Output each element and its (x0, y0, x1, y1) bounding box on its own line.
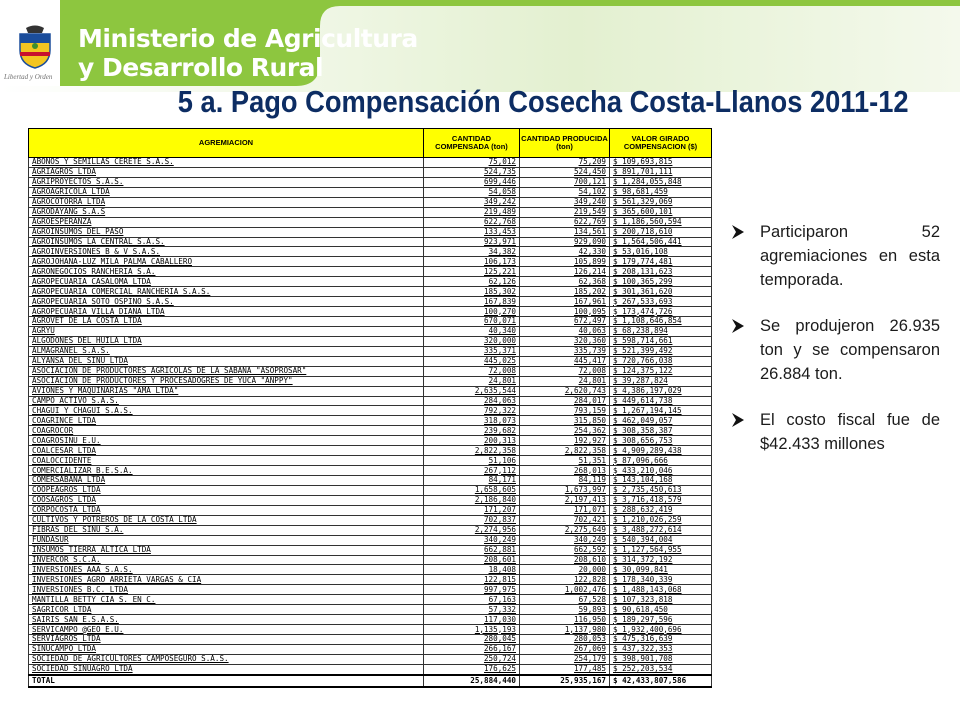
cell-valor-girado: $ 30,099,841 (610, 565, 712, 575)
cell-cantidad-producida: 100,095 (520, 307, 610, 317)
table-row (29, 466, 712, 476)
cell-cantidad-producida: 59,893 (520, 605, 610, 615)
table-row (29, 287, 712, 297)
arrow-bullet-icon (730, 223, 746, 241)
cell-agremiacion: SERVIAGROS LTDA (29, 635, 424, 645)
cell-cantidad-producida: 315,850 (520, 416, 610, 426)
cell-agremiacion: SINUCAMPO LTDA (29, 644, 424, 654)
cell-agremiacion: AGRODAYANG S.A.S (29, 207, 424, 217)
cell-valor-girado: $ 3,716,418,579 (610, 495, 712, 505)
cell-valor-girado: $ 2,735,450,613 (610, 485, 712, 495)
cell-valor-girado: $ 301,361,620 (610, 287, 712, 297)
cell-agremiacion: AGRIPROYECTOS S.A.S. (29, 177, 424, 187)
cell-cantidad-compensada: 792,322 (424, 406, 520, 416)
cell-cantidad-producida: 929,090 (520, 237, 610, 247)
cell-cantidad-producida: 167,961 (520, 297, 610, 307)
cell-cantidad-compensada: 122,815 (424, 575, 520, 585)
cell-cantidad-compensada: 75,012 (424, 158, 520, 168)
table-row (29, 635, 712, 645)
cell-valor-girado: $ 720,766,038 (610, 356, 712, 366)
cell-cantidad-producida: 62,368 (520, 277, 610, 287)
cell-cantidad-producida: 219,549 (520, 207, 610, 217)
cell-valor-girado: $ 1,210,026,259 (610, 515, 712, 525)
cell-agremiacion: AGROPECUARIA SOTO OSPINO S.A.S. (29, 297, 424, 307)
cell-valor-girado: $ 173,474,726 (610, 307, 712, 317)
motto-text: Libertad y Orden (4, 73, 53, 81)
cell-cantidad-producida: 349,240 (520, 197, 610, 207)
cell-agremiacion: SAGRICOR LTDA (29, 605, 424, 615)
table-row (29, 644, 712, 654)
cell-cantidad-compensada: 2,274,956 (424, 525, 520, 535)
cell-agremiacion: AGROPECUARIA CASALOMA LTDA (29, 277, 424, 287)
cell-cantidad-producida: 177,485 (520, 664, 610, 674)
cell-cantidad-producida: 445,417 (520, 356, 610, 366)
cell-valor-girado: $ 288,632,419 (610, 505, 712, 515)
cell-cantidad-compensada: 318,073 (424, 416, 520, 426)
table-row (29, 436, 712, 446)
cell-valor-girado: $ 1,127,564,955 (610, 545, 712, 555)
cell-valor-girado: $ 308,656,753 (610, 436, 712, 446)
cell-valor-girado: $ 308,358,387 (610, 426, 712, 436)
cell-cantidad-compensada: 1,658,605 (424, 485, 520, 495)
total-cell-cantidad-compensada: 25,884,440 (424, 675, 520, 687)
cell-valor-girado: $ 561,329,069 (610, 197, 712, 207)
cell-valor-girado: $ 107,323,818 (610, 595, 712, 605)
cell-cantidad-compensada: 171,207 (424, 505, 520, 515)
cell-agremiacion: AGROESPERANZA (29, 217, 424, 227)
compensation-table-container (28, 128, 711, 686)
cell-valor-girado: $ 598,714,661 (610, 336, 712, 346)
cell-cantidad-producida: 51,351 (520, 456, 610, 466)
table-row (29, 615, 712, 625)
cell-agremiacion: AGROPECUARIA VILLA DIANA LTDA (29, 307, 424, 317)
table-row (29, 158, 712, 168)
cell-cantidad-producida: 20,000 (520, 565, 610, 575)
header-banner (0, 0, 960, 92)
table-row (29, 336, 712, 346)
table-row (29, 605, 712, 615)
cell-agremiacion: INSUMOS TIERRA ALTICA LTDA (29, 545, 424, 555)
cell-cantidad-compensada: 280,045 (424, 635, 520, 645)
cell-agremiacion: AGROINSUMOS DEL PASO (29, 227, 424, 237)
cell-cantidad-producida: 84,119 (520, 476, 610, 486)
table-row (29, 565, 712, 575)
cell-valor-girado: $ 1,267,194,145 (610, 406, 712, 416)
table-row (29, 476, 712, 486)
cell-cantidad-compensada: 167,839 (424, 297, 520, 307)
table-row (29, 237, 712, 247)
cell-valor-girado: $ 437,322,353 (610, 644, 712, 654)
cell-valor-girado: $ 109,693,815 (610, 158, 712, 168)
cell-cantidad-compensada: 662,881 (424, 545, 520, 555)
table-row (29, 654, 712, 664)
cell-cantidad-compensada: 267,112 (424, 466, 520, 476)
cell-cantidad-producida: 1,673,997 (520, 485, 610, 495)
cell-cantidad-compensada: 200,313 (424, 436, 520, 446)
cell-agremiacion: AGROPECUARIA COMERCIAL RANCHERIA S.A.S. (29, 287, 424, 297)
cell-valor-girado: $ 398,901,708 (610, 654, 712, 664)
column-header-agremiacion: AGREMIACION (29, 129, 424, 158)
cell-valor-girado: $ 3,488,272,614 (610, 525, 712, 535)
column-header-cantidad-producida: CANTIDAD PRODUCIDA (ton) (520, 129, 610, 158)
table-row (29, 595, 712, 605)
cell-cantidad-compensada: 133,453 (424, 227, 520, 237)
cell-valor-girado: $ 1,488,143,068 (610, 585, 712, 595)
table-row (29, 177, 712, 187)
cell-valor-girado: $ 39,287,824 (610, 376, 712, 386)
cell-cantidad-producida: 700,121 (520, 177, 610, 187)
cell-valor-girado: $ 124,375,122 (610, 366, 712, 376)
cell-cantidad-producida: 2,197,413 (520, 495, 610, 505)
bullet-text-production: Se produjeron 26.935 ton y se compensaron 26.884 ton. (760, 317, 940, 383)
cell-cantidad-compensada: 284,063 (424, 396, 520, 406)
cell-valor-girado: $ 90,618,450 (610, 605, 712, 615)
cell-cantidad-producida: 524,450 (520, 167, 610, 177)
cell-valor-girado: $ 540,394,004 (610, 535, 712, 545)
cell-cantidad-producida: 793,159 (520, 406, 610, 416)
total-cell-valor-girado: $ 42,433,807,586 (610, 675, 712, 687)
cell-agremiacion: AGROINSUMOS LA CENTRAL S.A.S. (29, 237, 424, 247)
bullet-item (728, 408, 940, 456)
cell-agremiacion: COOSAGROS LTDA (29, 495, 424, 505)
cell-cantidad-producida: 75,209 (520, 158, 610, 168)
cell-cantidad-compensada: 2,186,840 (424, 495, 520, 505)
cell-agremiacion: AGRIAGROS LTDA (29, 167, 424, 177)
cell-cantidad-compensada: 125,221 (424, 267, 520, 277)
cell-cantidad-producida: 126,214 (520, 267, 610, 277)
cell-cantidad-compensada: 117,030 (424, 615, 520, 625)
cell-agremiacion: AGROINVERSIONES B & V S.A.S. (29, 247, 424, 257)
cell-cantidad-compensada: 176,625 (424, 664, 520, 674)
cell-cantidad-compensada: 84,171 (424, 476, 520, 486)
cell-cantidad-compensada: 445,025 (424, 356, 520, 366)
cell-agremiacion: FUNDASUR (29, 535, 424, 545)
cell-cantidad-producida: 2,275,649 (520, 525, 610, 535)
cell-agremiacion: COOPEAGROS LTDA (29, 485, 424, 495)
arrow-bullet-icon (730, 411, 746, 429)
cell-valor-girado: $ 521,399,492 (610, 346, 712, 356)
cell-agremiacion: SOCIEDAD DE AGRICULTORES CAMPOSEGURO S.A.S. (29, 654, 424, 664)
cell-cantidad-compensada: 349,242 (424, 197, 520, 207)
cell-valor-girado: $ 179,774,481 (610, 257, 712, 267)
cell-valor-girado: $ 433,210,046 (610, 466, 712, 476)
cell-cantidad-compensada: 24,801 (424, 376, 520, 386)
compensation-table (28, 128, 712, 688)
bullet-text-participants: Participaron 52 agremiaciones en esta temporada. (760, 223, 940, 289)
table-row (29, 555, 712, 565)
table-row (29, 426, 712, 436)
cell-cantidad-compensada: 335,371 (424, 346, 520, 356)
cell-cantidad-compensada: 67,163 (424, 595, 520, 605)
cell-cantidad-compensada: 670,071 (424, 317, 520, 327)
cell-agremiacion: COAGRINCE LTDA (29, 416, 424, 426)
cell-cantidad-producida: 268,013 (520, 466, 610, 476)
cell-agremiacion: INVERCOR S.C.A. (29, 555, 424, 565)
cell-cantidad-compensada: 622,768 (424, 217, 520, 227)
table-row (29, 376, 712, 386)
table-row (29, 446, 712, 456)
arrow-bullet-icon (730, 317, 746, 335)
cell-cantidad-compensada: 699,446 (424, 177, 520, 187)
cell-cantidad-producida: 2,822,358 (520, 446, 610, 456)
cell-cantidad-producida: 54,102 (520, 187, 610, 197)
cell-valor-girado: $ 252,203,534 (610, 664, 712, 674)
column-header-cantidad-compensada: CANTIDAD COMPENSADA (ton) (424, 129, 520, 158)
cell-cantidad-producida: 208,610 (520, 555, 610, 565)
cell-cantidad-compensada: 51,106 (424, 456, 520, 466)
cell-agremiacion: ASOCIACION DE PRODUCTORES AGRICOLAS DE LA SABANA "ASOPROSAR" (29, 366, 424, 376)
cell-cantidad-compensada: 266,167 (424, 644, 520, 654)
cell-cantidad-producida: 2,620,743 (520, 386, 610, 396)
cell-agremiacion: AGRONEGOCIOS RANCHERIA S.A. (29, 267, 424, 277)
cell-valor-girado: $ 1,186,560,594 (610, 217, 712, 227)
cell-cantidad-producida: 702,421 (520, 515, 610, 525)
table-row (29, 247, 712, 257)
cell-valor-girado: $ 1,108,646,854 (610, 317, 712, 327)
table-total-row (29, 675, 712, 687)
cell-valor-girado: $ 462,049,057 (610, 416, 712, 426)
cell-agremiacion: COALCESAR LTDA (29, 446, 424, 456)
cell-cantidad-compensada: 250,724 (424, 654, 520, 664)
table-row (29, 346, 712, 356)
table-row (29, 456, 712, 466)
cell-agremiacion: AGROJOHANA-LUZ MILA PALMA CABALLERO (29, 257, 424, 267)
cell-cantidad-compensada: 923,971 (424, 237, 520, 247)
cell-agremiacion: AGROVET DE LA COSTA LTDA (29, 317, 424, 327)
cell-valor-girado: $ 200,718,610 (610, 227, 712, 237)
cell-agremiacion: ALYANSA DEL SINU LTDA (29, 356, 424, 366)
cell-agremiacion: AGROAGRICOLA LTDA (29, 187, 424, 197)
cell-cantidad-producida: 267,069 (520, 644, 610, 654)
cell-cantidad-compensada: 320,000 (424, 336, 520, 346)
cell-agremiacion: SAIRIS SAN E.S.A.S. (29, 615, 424, 625)
cell-cantidad-producida: 1,002,476 (520, 585, 610, 595)
cell-cantidad-producida: 40,063 (520, 326, 610, 336)
cell-agremiacion: ABONOS Y SEMILLAS CERETE S.A.S. (29, 158, 424, 168)
total-cell-agremiacion: TOTAL (29, 675, 424, 687)
cell-cantidad-producida: 662,592 (520, 545, 610, 555)
cell-agremiacion: CAMPO ACTIVO S.A.S. (29, 396, 424, 406)
cell-cantidad-compensada: 239,682 (424, 426, 520, 436)
table-row (29, 505, 712, 515)
cell-cantidad-compensada: 34,382 (424, 247, 520, 257)
cell-cantidad-compensada: 2,822,358 (424, 446, 520, 456)
cell-cantidad-producida: 320,360 (520, 336, 610, 346)
column-header-valor-girado: VALOR GIRADO COMPENSACION ($) (610, 129, 712, 158)
cell-valor-girado: $ 449,614,738 (610, 396, 712, 406)
cell-valor-girado: $ 68,238,894 (610, 326, 712, 336)
table-row (29, 297, 712, 307)
slide-title: 5 a. Pago Compensación Cosecha Costa-Llanos 2011-12 (177, 84, 909, 119)
table-row (29, 187, 712, 197)
cell-cantidad-producida: 185,202 (520, 287, 610, 297)
cell-cantidad-compensada: 2,635,544 (424, 386, 520, 396)
cell-cantidad-producida: 122,828 (520, 575, 610, 585)
table-row (29, 267, 712, 277)
cell-agremiacion: INVERSIONES B.C. LTDA (29, 585, 424, 595)
cell-agremiacion: COAGROCOR (29, 426, 424, 436)
table-row (29, 396, 712, 406)
table-row (29, 207, 712, 217)
cell-cantidad-producida: 335,739 (520, 346, 610, 356)
cell-cantidad-compensada: 1,135,193 (424, 625, 520, 635)
cell-agremiacion: COMERCIALIZAR B.E.S.A. (29, 466, 424, 476)
table-row (29, 535, 712, 545)
cell-valor-girado: $ 87,096,666 (610, 456, 712, 466)
cell-valor-girado: $ 208,131,623 (610, 267, 712, 277)
cell-cantidad-producida: 254,179 (520, 654, 610, 664)
cell-cantidad-compensada: 524,735 (424, 167, 520, 177)
table-row (29, 485, 712, 495)
ministry-line-2: y Desarrollo Rural (78, 53, 324, 82)
cell-cantidad-compensada: 62,126 (424, 277, 520, 287)
bullet-item (728, 220, 940, 292)
cell-valor-girado: $ 53,016,108 (610, 247, 712, 257)
cell-agremiacion: ALMAGRANEL S.A.S. (29, 346, 424, 356)
table-row (29, 197, 712, 207)
cell-cantidad-producida: 67,528 (520, 595, 610, 605)
bullet-item (728, 314, 940, 386)
table-body (29, 158, 712, 687)
table-header-row (29, 129, 712, 158)
cell-valor-girado: $ 4,386,197,029 (610, 386, 712, 396)
cell-cantidad-producida: 1,137,980 (520, 625, 610, 635)
table-row (29, 585, 712, 595)
cell-agremiacion: COMERSABANA LTDA (29, 476, 424, 486)
cell-cantidad-compensada: 219,489 (424, 207, 520, 217)
cell-cantidad-compensada: 997,975 (424, 585, 520, 595)
cell-cantidad-compensada: 18,408 (424, 565, 520, 575)
table-row (29, 227, 712, 237)
cell-agremiacion: AGROCOTORRA LTDA (29, 197, 424, 207)
cell-cantidad-compensada: 57,332 (424, 605, 520, 615)
cell-cantidad-producida: 280,053 (520, 635, 610, 645)
table-row (29, 317, 712, 327)
ministry-line-1: Ministerio de Agricultura (78, 24, 418, 53)
cell-valor-girado: $ 475,316,639 (610, 635, 712, 645)
cell-agremiacion: COAGROSINU E.U. (29, 436, 424, 446)
cell-agremiacion: INVERSIONES AAA S.A.S. (29, 565, 424, 575)
cell-cantidad-producida: 105,899 (520, 257, 610, 267)
cell-valor-girado: $ 98,681,459 (610, 187, 712, 197)
table-row (29, 664, 712, 674)
table-row (29, 307, 712, 317)
cell-agremiacion: INVERSIONES AGRO ARRIETA VARGAS & CIA (29, 575, 424, 585)
table-row (29, 515, 712, 525)
cell-agremiacion: CORPOCOSTA LTDA (29, 505, 424, 515)
cell-valor-girado: $ 1,284,055,848 (610, 177, 712, 187)
cell-valor-girado: $ 178,340,339 (610, 575, 712, 585)
coat-of-arms-icon (12, 24, 58, 70)
cell-agremiacion: FIBRAS DEL SINU S.A. (29, 525, 424, 535)
table-row (29, 545, 712, 555)
cell-cantidad-compensada: 340,249 (424, 535, 520, 545)
cell-cantidad-compensada: 106,173 (424, 257, 520, 267)
cell-agremiacion: ALGODONES DEL HUILA LTDA (29, 336, 424, 346)
cell-valor-girado: $ 1,564,506,441 (610, 237, 712, 247)
table-row (29, 416, 712, 426)
table-row (29, 525, 712, 535)
cell-valor-girado: $ 267,533,693 (610, 297, 712, 307)
cell-cantidad-producida: 192,927 (520, 436, 610, 446)
cell-cantidad-producida: 340,249 (520, 535, 610, 545)
ministry-name (78, 24, 418, 82)
cell-valor-girado: $ 100,365,299 (610, 277, 712, 287)
cell-cantidad-producida: 42,330 (520, 247, 610, 257)
table-row (29, 326, 712, 336)
cell-cantidad-producida: 254,362 (520, 426, 610, 436)
table-row (29, 386, 712, 396)
cell-valor-girado: $ 365,600,101 (610, 207, 712, 217)
cell-valor-girado: $ 143,104,168 (610, 476, 712, 486)
cell-cantidad-compensada: 185,302 (424, 287, 520, 297)
cell-agremiacion: AVIONES Y MAQUINARIAS "AMA LTDA" (29, 386, 424, 396)
table-row (29, 277, 712, 287)
cell-cantidad-compensada: 54,058 (424, 187, 520, 197)
cell-cantidad-producida: 171,071 (520, 505, 610, 515)
bullet-text-fiscal-cost: El costo fiscal fue de $42.433 millones (760, 411, 940, 453)
table-row (29, 406, 712, 416)
cell-cantidad-compensada: 208,601 (424, 555, 520, 565)
cell-valor-girado: $ 189,297,596 (610, 615, 712, 625)
table-row (29, 575, 712, 585)
cell-valor-girado: $ 891,701,111 (610, 167, 712, 177)
table-row (29, 167, 712, 177)
cell-agremiacion: CULTIVOS Y POTREROS DE LA COSTA LTDA (29, 515, 424, 525)
cell-agremiacion: MANTILLA BETTY CIA S. EN C. (29, 595, 424, 605)
summary-bullets (728, 220, 940, 478)
cell-cantidad-producida: 116,950 (520, 615, 610, 625)
cell-agremiacion: CHAGUI Y CHAGUI S.A.S. (29, 406, 424, 416)
table-row (29, 356, 712, 366)
cell-cantidad-producida: 134,561 (520, 227, 610, 237)
cell-cantidad-producida: 24,801 (520, 376, 610, 386)
cell-cantidad-producida: 284,017 (520, 396, 610, 406)
cell-cantidad-producida: 622,769 (520, 217, 610, 227)
cell-cantidad-compensada: 702,837 (424, 515, 520, 525)
table-row (29, 257, 712, 267)
cell-agremiacion: AGRYU (29, 326, 424, 336)
table-row (29, 366, 712, 376)
cell-agremiacion: ASOCIACION DE PRODUCTORES Y PROCESADOGRES DE YUCA "ANPPY" (29, 376, 424, 386)
cell-cantidad-compensada: 40,340 (424, 326, 520, 336)
table-row (29, 625, 712, 635)
cell-agremiacion: SOCIEDAD SINUAGRO LTDA (29, 664, 424, 674)
table-row (29, 217, 712, 227)
cell-cantidad-producida: 72,008 (520, 366, 610, 376)
cell-valor-girado: $ 1,932,400,696 (610, 625, 712, 635)
cell-cantidad-compensada: 72,008 (424, 366, 520, 376)
table-row (29, 495, 712, 505)
cell-cantidad-producida: 672,497 (520, 317, 610, 327)
total-cell-cantidad-producida: 25,935,167 (520, 675, 610, 687)
cell-agremiacion: COALOCCIDENTE (29, 456, 424, 466)
cell-valor-girado: $ 4,909,289,438 (610, 446, 712, 456)
cell-valor-girado: $ 314,372,192 (610, 555, 712, 565)
cell-agremiacion: SERVICAMPO @GEO E.U. (29, 625, 424, 635)
cell-cantidad-compensada: 100,270 (424, 307, 520, 317)
